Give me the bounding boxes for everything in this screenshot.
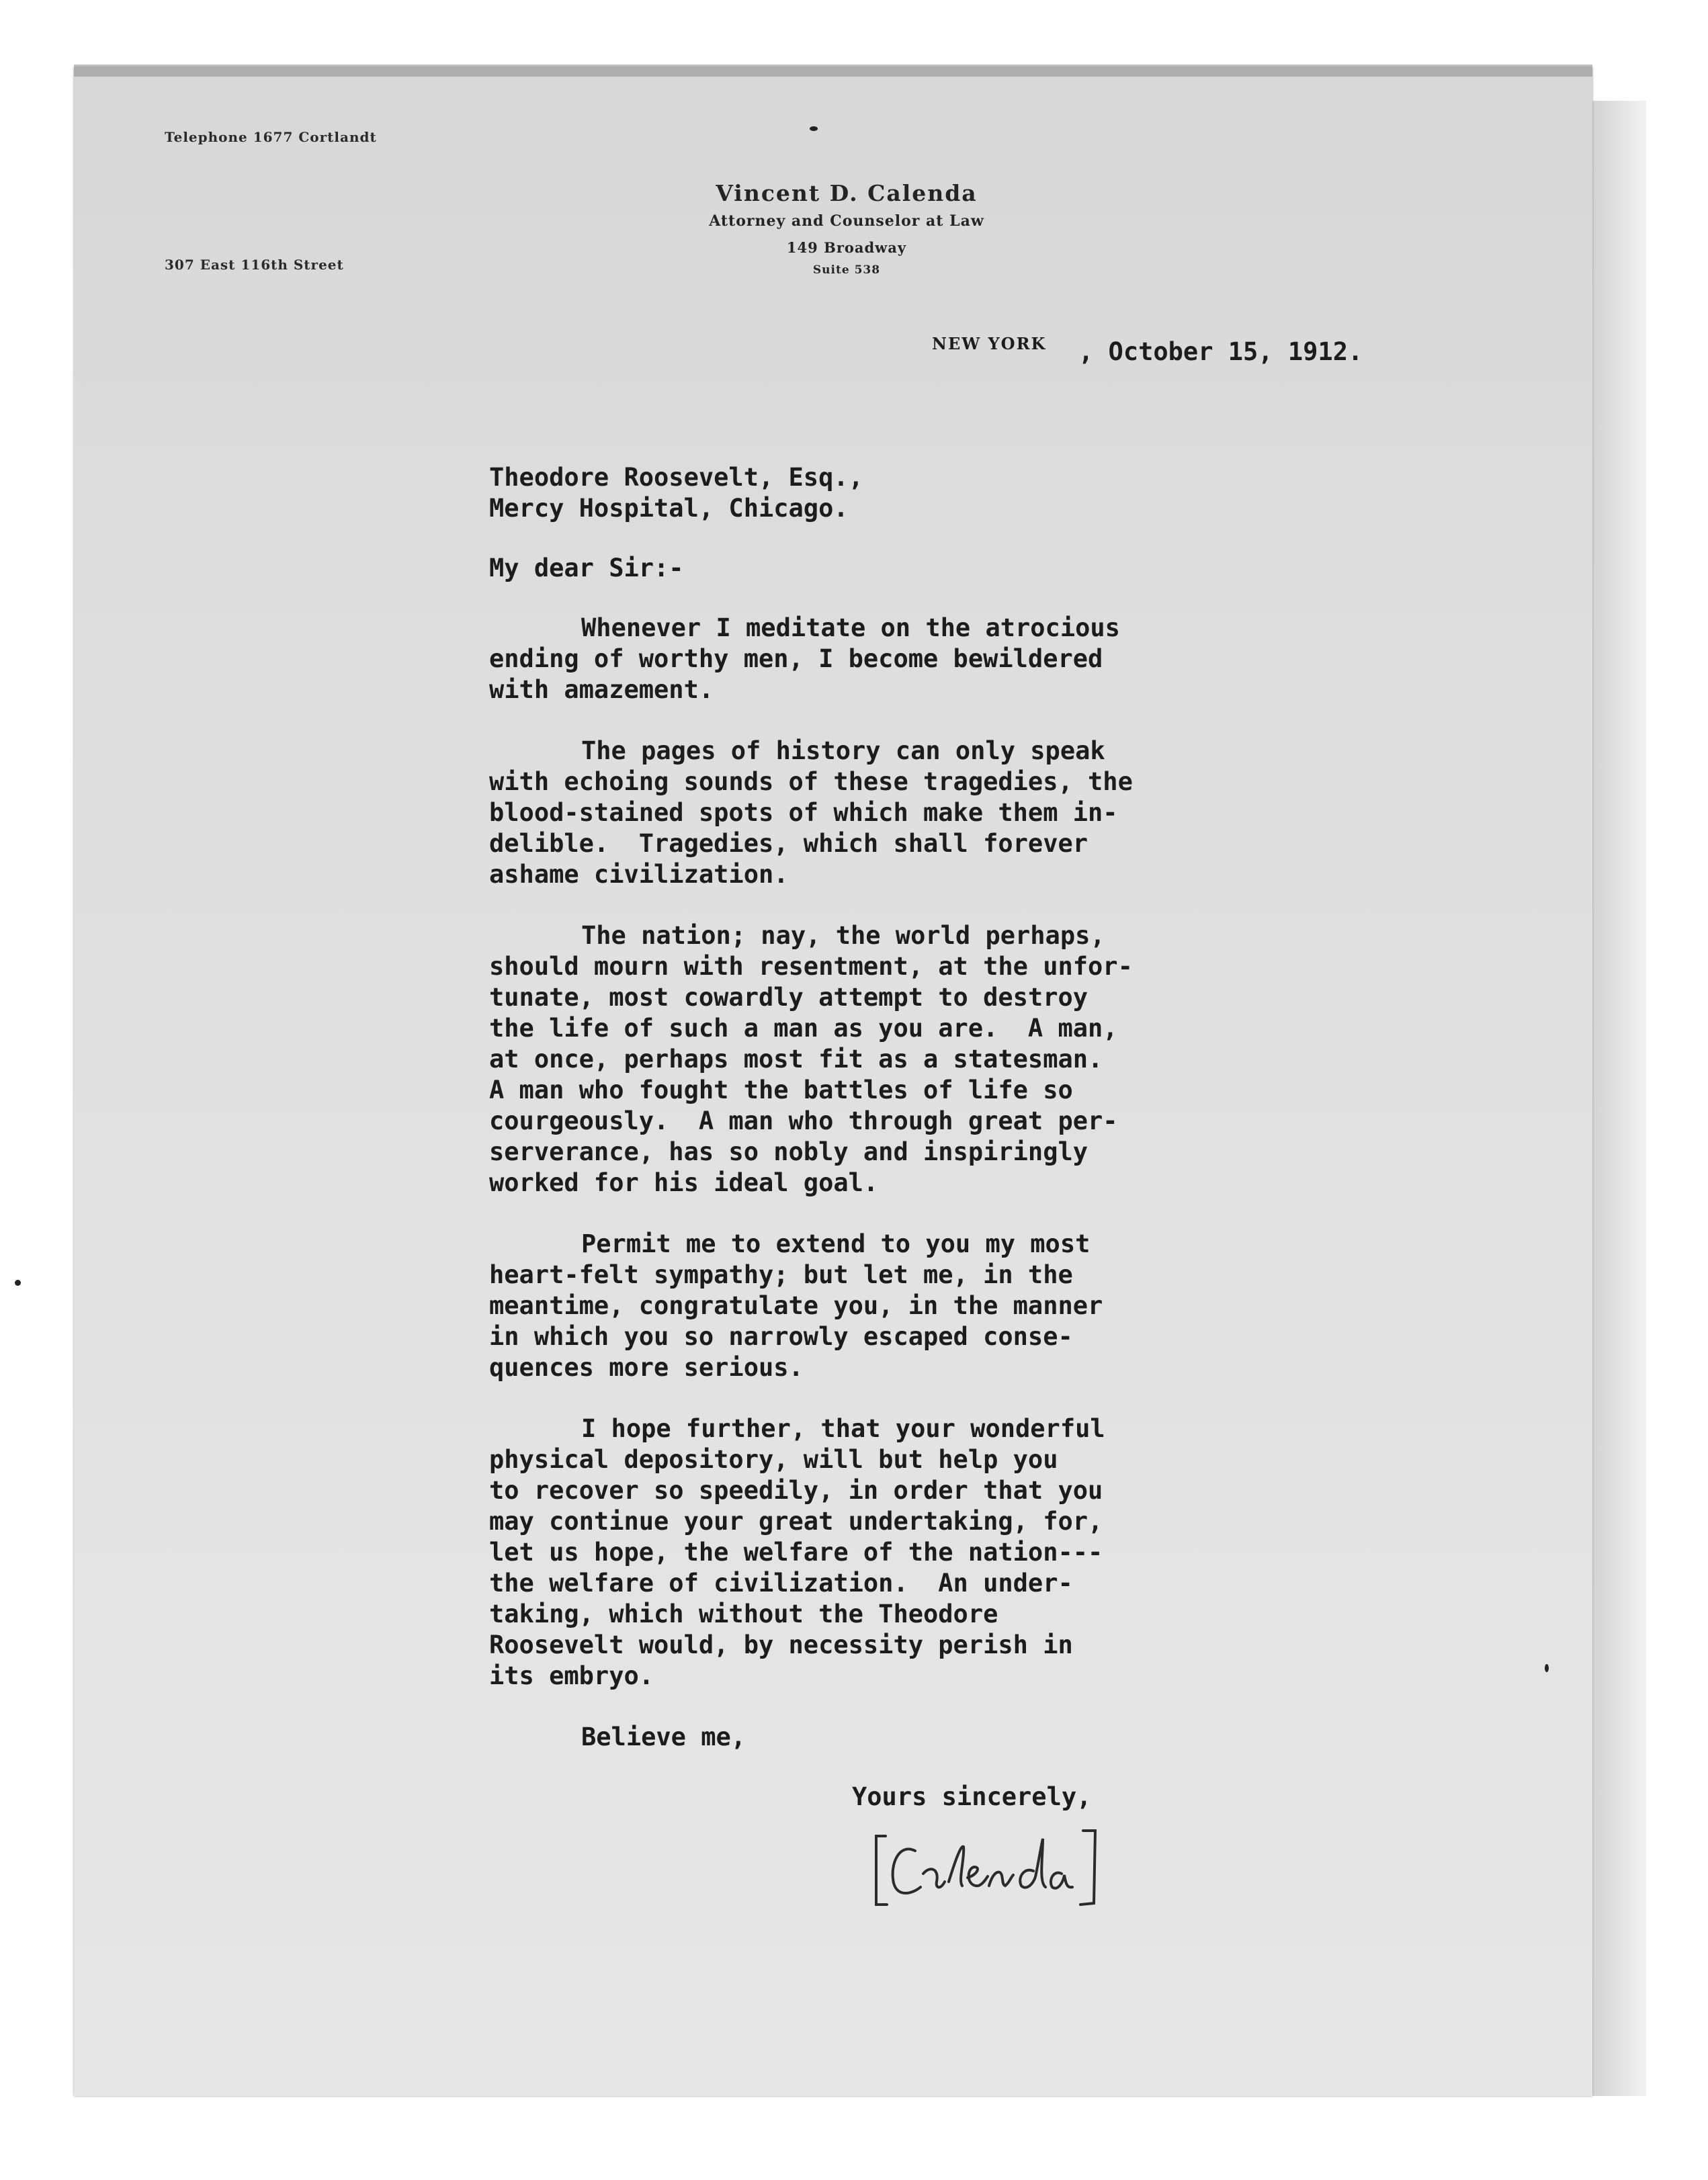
paragraph-line: tunate, most cowardly attempt to destroy [489, 983, 1088, 1012]
closing-yours-sincerely: Yours sincerely, [852, 1782, 1092, 1811]
dateline-place: NEW YORK [932, 334, 1047, 353]
page-shadow [1586, 101, 1646, 2096]
letterhead-street: 307 East 116th Street [165, 257, 344, 273]
paragraph-line: with echoing sounds of these tragedies, the [489, 767, 1133, 796]
paragraph-line: at once, perhaps most fit as a statesman. [489, 1045, 1103, 1074]
letterhead-telephone: Telephone 1677 Cortlandt [165, 129, 377, 145]
paragraph-line: taking, which without the Theodore [489, 1600, 998, 1628]
paragraph-line: serverance, has so nobly and inspiringly [489, 1137, 1088, 1166]
paragraph-line: let us hope, the welfare of the nation--- [489, 1538, 1103, 1567]
paragraph-line: meantime, congratulate you, in the manner [489, 1291, 1103, 1320]
stray-mark [15, 1280, 21, 1286]
paragraph-line: physical depository, will but help you [489, 1445, 1058, 1474]
paragraph-line: Whenever I meditate on the atrocious [581, 613, 1120, 642]
sheet-top-edge [74, 64, 1592, 77]
paragraph-line: I hope further, that your wonderful [581, 1414, 1105, 1443]
paragraph-line: heart-felt sympathy; but let me, in the [489, 1260, 1073, 1289]
paragraph-line: The pages of history can only speak [581, 736, 1105, 765]
paragraph-line: its embryo. [489, 1661, 654, 1690]
closing-believe-me: Believe me, [581, 1723, 746, 1751]
paragraph-line: Roosevelt would, by necessity perish in [489, 1630, 1073, 1659]
paragraph-line: The nation; nay, the world perhaps, [581, 921, 1105, 950]
paragraph-line: ending of worthy men, I become bewildered [489, 644, 1103, 673]
paragraph-line: should mourn with resentment, at the unfor- [489, 952, 1133, 981]
paragraph-line: A man who fought the battles of life so [489, 1076, 1073, 1104]
stray-mark [810, 126, 818, 131]
paragraph-line: may continue your great undertaking, for, [489, 1507, 1103, 1536]
handwritten-signature [867, 1824, 1109, 1918]
letterhead-address: 149 Broadway [786, 239, 907, 256]
letterhead-title: Attorney and Counselor at Law [709, 212, 984, 230]
recipient-line-2: Mercy Hospital, Chicago. [489, 494, 849, 523]
letterhead-suite: Suite 538 [812, 263, 881, 277]
paragraph-line: to recover so speedily, in order that you [489, 1476, 1103, 1505]
stray-mark [1545, 1664, 1549, 1672]
paragraph-line: with amazement. [489, 675, 714, 704]
paragraph-line: the welfare of civilization. An under- [489, 1569, 1073, 1598]
salutation: My dear Sir:- [489, 554, 684, 582]
recipient-line-1: Theodore Roosevelt, Esq., [489, 463, 863, 492]
paragraph-line: blood-stained spots of which make them in- [489, 798, 1118, 827]
letterhead-name: Vincent D. Calenda [716, 180, 978, 206]
paragraph-line: the life of such a man as you are. A man, [489, 1014, 1118, 1043]
paragraph-line: quences more serious. [489, 1353, 804, 1382]
dateline-date: , October 15, 1912. [1078, 337, 1363, 366]
paragraph-line: courgeously. A man who through great per- [489, 1106, 1118, 1135]
paragraph-line: delible. Tragedies, which shall forever [489, 829, 1088, 858]
paragraph-line: Permit me to extend to you my most [581, 1229, 1091, 1258]
paragraph-line: ashame civilization. [489, 860, 789, 889]
paragraph-line: worked for his ideal goal. [489, 1168, 879, 1197]
paragraph-line: in which you so narrowly escaped conse- [489, 1322, 1073, 1351]
